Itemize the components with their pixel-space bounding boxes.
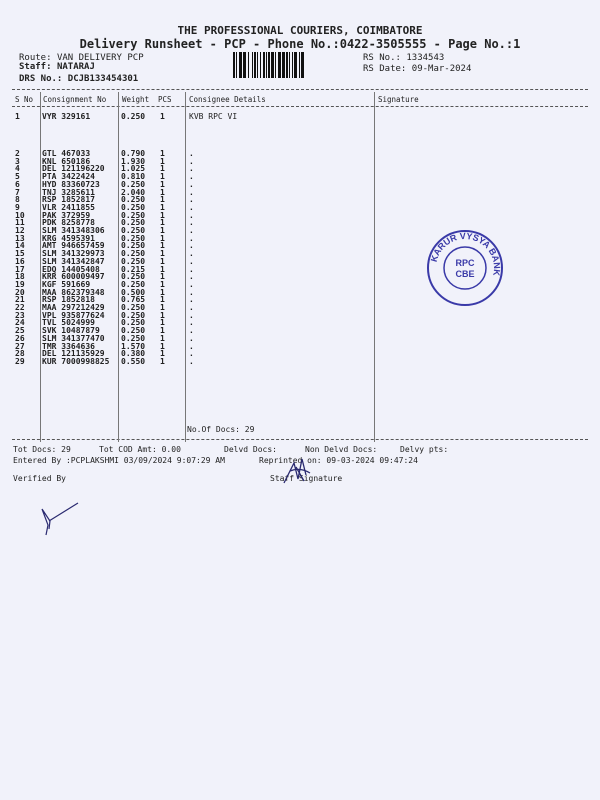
staff-line	[19, 62, 95, 72]
details-cell: .	[189, 264, 194, 274]
pcs-cell: 1	[160, 156, 165, 166]
consignment-cell: SLM 341348306	[42, 226, 105, 235]
col-header-sno: S No	[15, 95, 34, 104]
pcs-cell: 1	[160, 233, 165, 243]
details-cell: .	[189, 249, 194, 259]
weight-cell: 2.040	[121, 187, 146, 197]
weight-cell: 0.250	[121, 233, 146, 243]
details-cell: .	[189, 179, 194, 189]
sno-cell: 12	[15, 226, 25, 235]
consignment-cell: SLM 341377470	[42, 333, 105, 343]
stamp-outer-text: KARUR VYSYA BANK	[428, 230, 503, 277]
rs-no-value: 1334543	[406, 53, 445, 63]
pcs-cell: 1	[160, 333, 165, 343]
details-cell: .	[189, 356, 194, 366]
sno-cell: 3	[15, 156, 20, 166]
rs-no-line	[363, 53, 444, 63]
divider-top	[12, 89, 588, 90]
pcs-cell: 1	[160, 326, 165, 336]
weight-cell: 0.250	[121, 318, 146, 328]
weight-cell: 0.250	[121, 112, 146, 121]
reprinted-on: Reprinted on: 09-03-2024 09:47:24	[259, 456, 418, 465]
consignment-cell: PTA 3422424	[42, 172, 95, 182]
entered-by: Entered By :PCPLAKSHMI 03/09/2024 9:07:29 AM	[13, 456, 225, 465]
staff-value: NATARAJ	[56, 62, 95, 72]
pcs-cell: 1	[160, 172, 165, 182]
weight-cell: 0.765	[121, 295, 146, 305]
details-cell: .	[189, 187, 194, 197]
sno-cell: 29	[15, 356, 25, 366]
route-label: Route:	[19, 53, 52, 63]
pcs-cell: 1	[160, 179, 165, 189]
pcs-cell: 1	[160, 295, 165, 305]
weight-cell: 0.500	[121, 287, 146, 297]
details-cell: .	[189, 233, 194, 243]
details-cell: .	[189, 287, 194, 297]
sno-cell: 15	[15, 249, 25, 259]
pcs-cell: 1	[160, 164, 165, 174]
consignment-cell: SLM 341342847	[42, 256, 105, 266]
stamp-line1: RPC	[455, 258, 475, 268]
consignment-cell: KNL 650186	[42, 156, 91, 166]
col-header-consignee: Consignee Details	[189, 95, 266, 104]
consignment-cell: RSP 1852817	[42, 195, 95, 205]
sno-cell: 19	[15, 279, 25, 289]
pcs-cell: 1	[160, 210, 165, 220]
pcs-cell: 1	[160, 195, 165, 205]
sno-cell: 5	[15, 172, 20, 182]
pcs-cell: 1	[160, 264, 165, 274]
weight-cell: 0.250	[121, 210, 146, 220]
staff-signature-scribble	[280, 455, 320, 487]
consignment-cell: EDQ 14405408	[42, 264, 100, 274]
details-cell: .	[189, 195, 194, 205]
details-cell: .	[189, 303, 194, 312]
pcs-cell: 1	[160, 112, 165, 121]
rs-date-value: 09-Mar-2024	[411, 64, 472, 74]
weight-cell: 0.380	[121, 349, 146, 359]
rs-date-label: RS Date:	[363, 64, 407, 74]
sno-cell: 20	[15, 287, 25, 297]
col-header-signature: Signature	[378, 95, 419, 104]
weight-cell: 0.250	[121, 218, 146, 228]
weight-cell: 0.250	[121, 326, 146, 336]
details-cell: .	[189, 156, 194, 166]
consignment-cell: DEL 121196220	[42, 164, 105, 174]
weight-cell: 0.215	[121, 264, 146, 274]
details-cell: .	[189, 164, 194, 174]
sno-cell: 16	[15, 256, 25, 266]
details-cell: .	[189, 172, 194, 182]
weight-cell: 1.570	[121, 341, 146, 351]
details-cell: .	[189, 241, 194, 251]
runsheet-subtitle: Delivery Runsheet - PCP - Phone No.:0422-3505555 - Page No.:1	[79, 37, 521, 51]
non-delvd-docs: Non Delvd Docs:	[305, 445, 378, 454]
pcs-cell: 1	[160, 303, 165, 312]
staff-label: Staff:	[19, 62, 52, 72]
sno-cell: 13	[15, 233, 25, 243]
weight-cell: 0.250	[121, 241, 146, 251]
details-cell: .	[189, 333, 194, 343]
details-cell: .	[189, 202, 194, 212]
weight-cell: 0.250	[121, 249, 146, 259]
details-cell: .	[189, 218, 194, 228]
pcs-cell: 1	[160, 341, 165, 351]
drs-label: DRS No.:	[19, 74, 63, 84]
weight-cell: 0.250	[121, 256, 146, 266]
company-title: THE PROFESSIONAL COURIERS, COIMBATORE	[177, 24, 423, 37]
sno-cell: 10	[15, 210, 25, 220]
col-header-weight: Weight	[122, 95, 150, 104]
consignment-cell: KUR 7000998825	[42, 356, 110, 366]
sno-cell: 8	[15, 195, 20, 205]
details-cell: .	[189, 318, 194, 328]
sno-cell: 25	[15, 326, 25, 336]
consignment-cell: TMR 3364636	[42, 341, 95, 351]
pcs-cell: 1	[160, 218, 165, 228]
pcs-cell: 1	[160, 272, 165, 282]
consignment-cell: GTL 467033	[42, 149, 91, 158]
consignment-cell: KRR 600009497	[42, 272, 105, 282]
sno-cell: 23	[15, 310, 25, 320]
tot-docs: Tot Docs: 29	[13, 445, 71, 454]
details-cell: .	[189, 226, 194, 235]
consignment-cell: KGF 591669	[42, 279, 91, 289]
bank-stamp	[425, 228, 505, 312]
stamp-line2: CBE	[455, 269, 475, 279]
delvy-pts: Delvy pts:	[400, 445, 449, 454]
consignment-cell: DEL 121135929	[42, 349, 105, 359]
col-header-pcs: PCS	[158, 95, 172, 104]
consignment-cell: AMT 946657459	[42, 241, 105, 251]
weight-cell: 0.810	[121, 172, 146, 182]
consignment-cell: TVL 5024999	[42, 318, 95, 328]
consignment-cell: VPL 935877624	[42, 310, 105, 320]
weight-cell: 0.250	[121, 279, 146, 289]
consignment-cell: PAK 372959	[42, 210, 91, 220]
barcode-bar	[304, 52, 306, 78]
pcs-cell: 1	[160, 149, 165, 158]
details-cell: KVB RPC VI	[189, 112, 238, 121]
consignment-cell: TNJ 3285611	[42, 187, 95, 197]
col-header-consignment: Consignment No	[43, 95, 107, 104]
sno-cell: 18	[15, 272, 25, 282]
drs-value: DCJB133454301	[67, 74, 139, 84]
weight-cell: 0.550	[121, 356, 146, 366]
sno-cell: 7	[15, 187, 20, 197]
weight-cell: 1.930	[121, 156, 146, 166]
consignment-cell: HYD 83360723	[42, 179, 100, 189]
pcs-cell: 1	[160, 241, 165, 251]
consignment-cell: KRG 4595391	[42, 233, 95, 243]
sno-cell: 4	[15, 164, 20, 174]
weight-cell: 0.250	[121, 333, 146, 343]
pcs-cell: 1	[160, 226, 165, 235]
weight-cell: 0.250	[121, 303, 146, 312]
sno-cell: 21	[15, 295, 25, 305]
sno-cell: 11	[15, 218, 25, 228]
sno-cell: 14	[15, 241, 25, 251]
sno-cell: 26	[15, 333, 25, 343]
details-cell: .	[189, 326, 194, 336]
sno-cell: 27	[15, 341, 25, 351]
pcs-cell: 1	[160, 249, 165, 259]
pcs-cell: 1	[160, 349, 165, 359]
drs-line	[19, 74, 138, 84]
weight-cell: 0.250	[121, 310, 146, 320]
sno-cell: 28	[15, 349, 25, 359]
weight-cell: 0.250	[121, 202, 146, 212]
details-cell: .	[189, 279, 194, 289]
divider-header	[12, 106, 588, 107]
weight-cell: 1.025	[121, 164, 146, 174]
consignment-cell: VLR 2411855	[42, 202, 95, 212]
rs-date-line	[363, 64, 471, 74]
verified-by: Verified By	[13, 474, 66, 483]
weight-cell: 0.250	[121, 179, 146, 189]
weight-cell: 0.250	[121, 272, 146, 282]
sno-cell: 9	[15, 202, 20, 212]
consignment-cell: VYR 329161	[42, 112, 91, 121]
sno-cell: 6	[15, 179, 20, 189]
sno-cell: 1	[15, 112, 20, 121]
table-row	[0, 357, 600, 366]
table-row	[0, 112, 600, 121]
details-cell: .	[189, 272, 194, 282]
details-cell: .	[189, 341, 194, 351]
consignment-cell: RSP 1852818	[42, 295, 95, 305]
staff-signature: Staff Signature	[270, 474, 343, 483]
weight-cell: 0.790	[121, 149, 146, 158]
tot-cod-amt: Tot COD Amt: 0.00	[99, 445, 181, 454]
weight-cell: 0.250	[121, 195, 146, 205]
rs-no-label: RS No.:	[363, 53, 401, 63]
pcs-cell: 1	[160, 356, 165, 366]
pcs-cell: 1	[160, 256, 165, 266]
pcs-cell: 1	[160, 310, 165, 320]
details-cell: .	[189, 256, 194, 266]
details-cell: .	[189, 349, 194, 359]
details-cell: .	[189, 149, 194, 158]
consignment-cell: PDK 8258778	[42, 218, 95, 228]
barcode	[233, 52, 355, 78]
consignment-cell: SLM 341329973	[42, 249, 105, 259]
consignment-cell: MAA 862379348	[42, 287, 105, 297]
sno-cell: 24	[15, 318, 25, 328]
pcs-cell: 1	[160, 187, 165, 197]
details-cell: .	[189, 210, 194, 220]
details-cell: .	[189, 295, 194, 305]
weight-cell: 0.250	[121, 226, 146, 235]
sno-cell: 17	[15, 264, 25, 274]
route-value: VAN DELIVERY PCP	[56, 53, 144, 63]
pcs-cell: 1	[160, 202, 165, 212]
consignment-cell: SVK 10487879	[42, 326, 100, 336]
divider-bottom	[12, 439, 588, 440]
details-cell: .	[189, 310, 194, 320]
sno-cell: 22	[15, 303, 25, 312]
verifier-signature	[30, 495, 90, 540]
no-of-docs: No.Of Docs: 29	[187, 425, 255, 434]
pcs-cell: 1	[160, 279, 165, 289]
pcs-cell: 1	[160, 318, 165, 328]
consignment-cell: MAA 297212429	[42, 303, 105, 312]
delvd-docs: Delvd Docs:	[224, 445, 277, 454]
pcs-cell: 1	[160, 287, 165, 297]
sno-cell: 2	[15, 149, 20, 158]
